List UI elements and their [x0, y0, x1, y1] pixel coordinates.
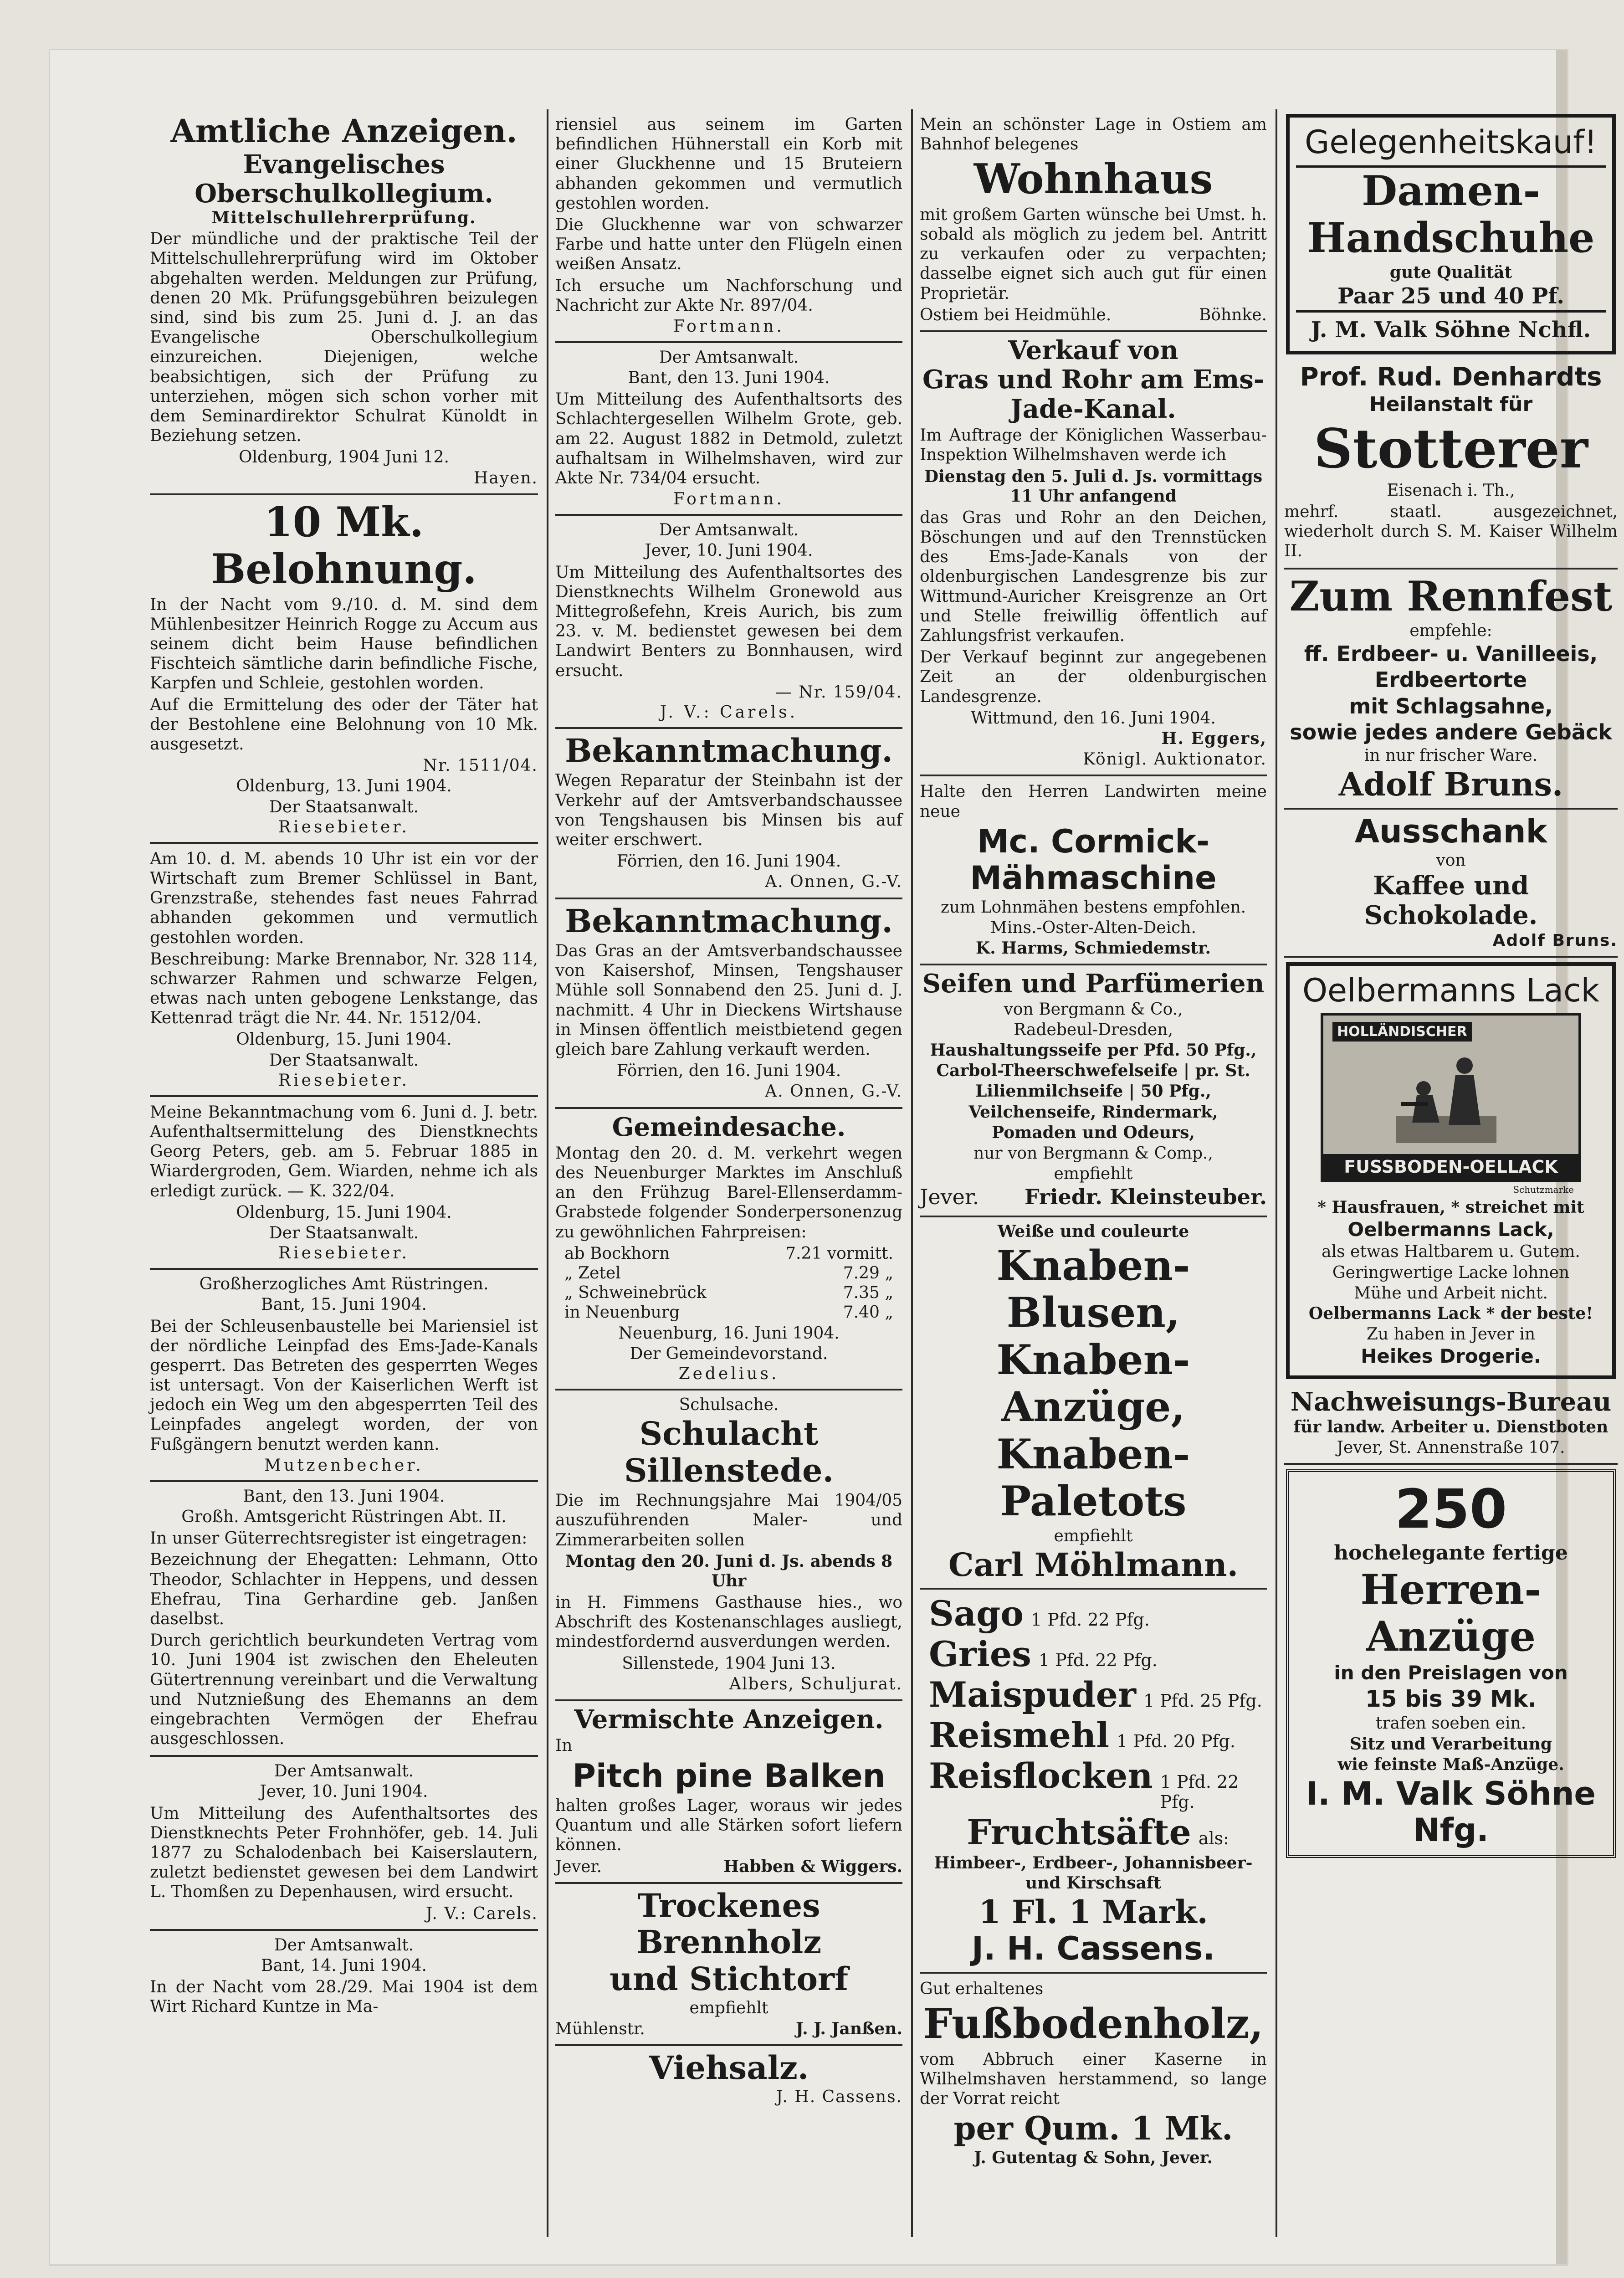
ad-heading: Mc. Cormick- [977, 822, 1210, 860]
fare-row: in Neuenburg 7.40 „ [564, 1303, 893, 1322]
ad-office: Der Amtsanwalt. [274, 1762, 414, 1781]
ad-heading: Trockenes Brennholz [636, 1886, 822, 1961]
ad-oberschulkollegium [150, 109, 538, 495]
ad-date: Bant, den 13. Juni 1904. [628, 369, 830, 388]
ad-signature: H. Eggers, [1161, 729, 1267, 748]
ad-date: Sillenstede, 1904 Juni 13. [622, 1654, 836, 1673]
ad-signature: A. Onnen, G.-V. [765, 872, 902, 892]
section-title: Amtliche Anzeigen. [170, 112, 517, 150]
ad-body: Das Gras an der Amtsverbandschaussee von Kaisershof, Minsen, Tengshauser Mühle soll Sonnabend den 25. Juni d. J. nachmitt. 4 Uhr in Dieckens Wirtshause in Minsen öffentlich meistbietend gegen gleich bare Zahlung verkauft werden. [555, 942, 902, 1059]
ad-heading: Wohnhaus [973, 155, 1213, 204]
ad-line: mit Schlagsahne, [1349, 693, 1553, 718]
ad-bekanntmachung-steinbahn [555, 729, 902, 899]
ad-heading: Ausschank [1354, 812, 1547, 850]
ad-firm: von Bergmann & Co., [1004, 1000, 1183, 1019]
ad-body: Durch gerichtlich beurkundeten Vertrag vom 10. Juni 1904 ist zwischen den Eheleuten Gütertrennung vereinbart und die Verwaltung und Nutznießung des Ehemanns an dem eingebrachten Vermögen der Ehefrau ausgeschlossen. [150, 1631, 538, 1749]
ad-line: * Hausfrauen, * streichet mit [1317, 1197, 1584, 1217]
ad-heading: Zum Rennfest [1289, 572, 1613, 621]
ad-line: Heikes Drogerie. [1361, 1345, 1541, 1368]
ad-gronewold [555, 516, 902, 729]
ad-body: Halte den Herren Landwirten meine neue [920, 782, 1267, 821]
ad-body: Ich ersuche um Nachforschung und Nachricht zur Akte Nr. 897/04. [555, 276, 902, 315]
woman-painting-floor-icon [1396, 1047, 1496, 1143]
ad-seifen [920, 965, 1267, 1217]
ad-bekanntmachung-gras [555, 899, 902, 1109]
ad-body: zum Lohnmähen bestens empfohlen. [940, 898, 1246, 917]
ad-handschuhe [1286, 114, 1616, 354]
ad-body: Bei der Schleusenbaustelle bei Mariensiel ist der nördliche Leinpfad des Ems-Jade-Kanals gesperrt. Das Betreten des gesperrten Weges ist untersagt. Von der Kaiserlichen Werft ist jedoch ein Weg um den abgesperrten Teil des Leinpfades angelegt worden, der von Fußgängern benutzt werden kann. [150, 1317, 538, 1454]
ad-heading: Verkauf von [1008, 335, 1178, 365]
ad-date: Jever, 10. Juni 1904. [260, 1782, 428, 1801]
ad-body: mit großem Garten wünsche bei Umst. h. sobald als möglich zu jedem bel. Antritt zu verkaufen oder zu verpachten; dasselbe eignet sich auch gut für einen Proprietär. [920, 205, 1267, 303]
ad-line: Pomaden und Odeurs, [992, 1123, 1195, 1142]
column-rule [1276, 109, 1277, 2237]
ad-body: mehrf. staatl. ausgezeichnet, wiederholt durch S. M. Kaiser Wilhelm II. [1284, 502, 1618, 561]
ad-number: 250 [1394, 1478, 1507, 1541]
ad-body: Kaffee und Schokolade. [1364, 871, 1538, 930]
column-3 [913, 109, 1273, 2237]
ad-subheading: Heilanstalt für [1369, 393, 1533, 416]
ad-heading: Mähmaschine [970, 859, 1217, 897]
ad-body: Um Mitteilung des Aufenthaltsorts des Schlachtergesellen Wilhelm Grote, geb. am 22. August 1882 in Detmold, zuletzt aufhaltsam in Wilhelmshaven, wird zur Akte Nr. 734/04 ersucht. [555, 390, 902, 487]
ad-heading: Handschuhe [1307, 214, 1595, 262]
ad-signature: Fortmann. [673, 317, 784, 336]
ad-body: Montag den 20. d. M. verkehrt wegen des Neuenburger Marktes im Anschluß an den Frühzug Barel-Ellenserdamm-Grabstede folgender Sonderpersonenzug zu gewöhnlichen Fahrpreisen: [555, 1144, 902, 1242]
ad-price: Paar 25 und 40 Pf. [1337, 283, 1564, 309]
ad-signature: Riesebieter. [278, 1244, 410, 1263]
ad-signature: Riesebieter. [278, 1071, 410, 1090]
lacquer-can-illustration [1321, 1013, 1581, 1195]
ad-wohnhaus [920, 109, 1267, 332]
ad-price: per Qum. 1 Mk. [953, 2109, 1233, 2148]
ad-heading: Knaben-Anzüge, [996, 1335, 1190, 1431]
newspaper-page [50, 50, 1618, 2264]
ad-price: 1 Fl. 1 Mark. [978, 1893, 1208, 1931]
section-title: Vermischte Anzeigen. [574, 1704, 884, 1735]
ad-heading: 10 Mk. Belohnung. [211, 498, 477, 594]
ad-date: Förrien, den 16. Juni 1904. [616, 852, 841, 871]
ad-heading: Bekanntmachung. [565, 731, 893, 770]
ad-signature: Böhnke. [1199, 305, 1267, 324]
ad-recommend: empfiehlt [1054, 1165, 1133, 1184]
ad-body: Der mündliche und der praktische Teil der Mittelschullehrerprüfung wird im Oktober abgehalten werden. Meldungen zur Prüfung, denen 20 Mk. Prüfungsgebühren beizulegen sind, sind bis zum 25. Juni d. J. an das Evangelische Oberschulkollegium einzureichen. Diejenigen, welche beabsichtigen, sich der Prüfung zu unterziehen, mögen sich schon vorher mit dem Seminardirektor Schulrat Künoldt in Beziehung setzen. [150, 230, 538, 446]
ad-body: In unser Güterrechtsregister ist eingetragen: [150, 1529, 528, 1548]
ad-line: Oelbermanns Lack, [1347, 1218, 1554, 1241]
ad-body: Beschreibung: Marke Brennabor, Nr. 328 114, schwarzer Rahmen und schwarze Felgen, etwas nach unten gebogene Lenkstange, das Kettenrad trägt die Nr. 44. Nr. 1512/04. [150, 949, 538, 1028]
ad-line: in nur frischer Ware. [1364, 746, 1538, 765]
ad-heading: Viehsalz. [649, 2048, 809, 2087]
ad-signature: Mutzenbecher. [264, 1456, 424, 1475]
ad-heading: Pitch pine Balken [572, 1757, 886, 1795]
ad-firm: I. M. Valk Söhne Nfg. [1306, 1775, 1596, 1849]
ad-schleuse [150, 1270, 538, 1482]
price-row: Gries 1 Pfd. 22 Pfg. [929, 1634, 1158, 1675]
ad-reference: Nr. 1511/04. [423, 756, 538, 775]
ad-signature: J. V.: Carels. [660, 703, 798, 722]
ad-herren-anzuege [1286, 1469, 1616, 1857]
fare-row: ab Bockhorn 7.21 vormitt. [564, 1244, 893, 1263]
ad-heading: Herren-Anzüge [1360, 1565, 1542, 1661]
ad-body: In [555, 1736, 573, 1755]
ad-top: Gut erhaltenes [920, 1979, 1044, 1998]
ad-knaben [920, 1217, 1267, 1590]
ad-cassens [920, 1590, 1267, 1973]
ad-signature: A. Onnen, G.-V. [765, 1082, 902, 1101]
ad-recommend: empfiehlt [1054, 1526, 1133, 1545]
trademark-label: Schutzmarke [1513, 1184, 1574, 1195]
ad-firm: J. H. Cassens. [776, 2088, 902, 2107]
ad-place: Radebeul-Dresden, [1014, 1020, 1173, 1039]
ad-line: Carbol-Theerschwefelseife | pr. St. [936, 1061, 1250, 1081]
price-row: Maispuder 1 Pfd. 25 Pfg. [929, 1674, 1262, 1715]
ad-belohnung [150, 495, 538, 844]
ad-signature: Riesebieter. [278, 817, 410, 836]
ad-body: Der Verkauf beginnt zur angegebenen Zeit an der oldenburgischen Landesgrenze. [920, 648, 1267, 706]
ad-heading: Knaben-Paletots [996, 1430, 1190, 1526]
ad-line: nur von Bergmann & Comp., [973, 1144, 1213, 1163]
ad-office: Großh. Amtsgericht Rüstringen Abt. II. [181, 1508, 507, 1527]
ad-line: in den Preislagen von [1334, 1661, 1568, 1684]
ad-address: Jever, St. Annenstraße 107. [1337, 1438, 1565, 1457]
ad-signature: Albers, Schuljurat. [729, 1674, 902, 1693]
ad-date: Bant, 15. Juni 1904. [261, 1295, 427, 1314]
ad-office: Der Gemeindevorstand. [630, 1344, 828, 1363]
ad-maehmaschine [920, 776, 1267, 965]
ad-subheading: Schulsache. [679, 1395, 779, 1414]
illustration-label: HOLLÄNDISCHER [1332, 1022, 1472, 1042]
ad-line: sowie jedes andere Gebäck [1290, 719, 1612, 744]
ad-office: Der Staatsanwalt. [269, 797, 419, 816]
ad-body: Wegen Reparatur der Steinbahn ist der Verkehr auf der Amtsverbandschaussee von Tengshausen bis Minsen bis auf weiter erschwert. [555, 771, 902, 849]
ad-body: In der Nacht vom 28./29. Mai 1904 ist dem Wirt Richard Kuntze in Ma- [150, 1978, 538, 2016]
ad-firm: Carl Möhlmann. [948, 1545, 1239, 1584]
ad-footer [920, 305, 1267, 325]
ad-signature: Hayen. [473, 468, 538, 487]
ad-pitch-pine [555, 1701, 902, 1884]
ad-body: Auf die Ermittelung des oder der Täter hat der Bestohlene eine Belohnung von 10 Mk. ausgesetzt. [150, 695, 538, 754]
ad-body: in H. Fimmens Gasthause hies., wo Abschrift des Kostenanschlages ausliegt, mindestfordernd ausverdungen werden. [555, 1593, 902, 1652]
ad-line: hochelegante fertige [1334, 1541, 1568, 1565]
ad-line: Veilchenseife, Rindermark, [968, 1102, 1218, 1122]
ad-office: Der Staatsanwalt. [269, 1051, 419, 1070]
ad-line: Zu haben in Jever in [1366, 1325, 1536, 1344]
ad-firm: Habben & Wiggers. [723, 1857, 902, 1876]
illustration-label: FUSSBODEN-OELLACK [1323, 1154, 1578, 1180]
ad-brennholz [555, 1884, 902, 2046]
fare-row: „ Zetel 7.29 „ [564, 1264, 893, 1283]
ad-date: Bant, 14. Juni 1904. [261, 1956, 427, 1975]
column-rule [911, 109, 913, 2237]
ad-office: Der Amtsanwalt. [659, 521, 799, 540]
ad-ausschank [1284, 810, 1618, 958]
ad-body: Die Gluckhenne war von schwarzer Farbe und hatte unter den Flügeln einen weißen Ansatz. [555, 215, 902, 274]
ad-line: Sitz und Verarbeitung [1349, 1734, 1552, 1754]
ad-body: Bezeichnung der Ehegatten: Lehmann, Otto Theodor, Schlachter in Heppens, und dessen Ehefrau, Tina Gerhardine geb. Janßen daselbst. [150, 1550, 538, 1628]
fare-row: „ Schweinebrück 7.35 „ [564, 1283, 893, 1303]
ad-signature: Königl. Auktionator. [1083, 750, 1267, 769]
ad-heading: und Stichtorf [609, 1960, 849, 1998]
ad-body: Im Auftrage der Königlichen Wasserbau-Inspektion Wilhelmshaven werde ich [920, 426, 1267, 465]
ad-subheading: Mittelschullehrerprüfung. [211, 208, 476, 228]
ad-firm: J. J. Janßen. [795, 2019, 902, 2038]
ad-gemeindesache [555, 1109, 902, 1390]
ad-heading: Gelegenheitskauf! [1296, 124, 1606, 168]
ad-body: Meine Bekanntmachung vom 6. Juni d. J. betr. Aufenthaltsermittelung des Dienstknechts Georg Peters, geb. am 5. Februar 1885 in Wiardergroden, Gem. Wiarden, nehme ich als erledigt zurück. — K. 322/04. [150, 1103, 538, 1201]
ad-reference: — Nr. 159/04. [775, 682, 902, 702]
ad-schulsache [555, 1390, 902, 1701]
ad-heading: Prof. Rud. Denhardts [1300, 362, 1602, 392]
ad-body: Um Mitteilung des Aufenthaltsortes des Dienstknechts Wilhelm Gronewold aus Mittegroßefehn, Kreis Aurich, bis zum 23. v. M. bedienstet gewesen bei dem Landwirt Benters zu Bonnhausen, wird ersucht. [555, 563, 902, 680]
ad-grote [555, 343, 902, 516]
ad-firm: J. H. Cassens. [971, 1930, 1215, 1968]
ad-date: Jever, 10. Juni 1904. [645, 541, 813, 560]
ad-price: 15 bis 39 Mk. [1365, 1686, 1537, 1713]
ad-body: vom Abbruch einer Kaserne in Wilhelmshaven herstammend, so lange der Vorrat reicht [920, 2050, 1267, 2108]
ad-office: Großherzogliches Amt Rüstringen. [199, 1275, 489, 1294]
ad-gras-rohr [920, 332, 1267, 776]
price-row: Sago 1 Pfd. 22 Pfg. [929, 1593, 1150, 1634]
ad-footer [920, 1185, 1267, 1210]
ad-body: riensiel aus seinem im Garten befindlichen Hühnerstall ein Korb mit einer Gluckhenne und 15 Bruteiern abhanden gekommen und vermutlich gestohlen worden. [555, 115, 902, 213]
fare-table [555, 1244, 902, 1323]
ad-date: Oldenburg, 15. Juni 1904. [236, 1203, 452, 1222]
ad-peters [150, 1097, 538, 1270]
ad-recommend: empfehle: [1409, 621, 1492, 640]
ad-date: Bant, den 13. Juni 1904. [243, 1487, 445, 1506]
price-row: Reisflocken 1 Pfd. 22 Pfg. [929, 1755, 1239, 1812]
ad-date: Oldenburg, 15. Juni 1904. [236, 1030, 452, 1049]
ad-heading: Stotterer [1314, 417, 1588, 481]
ad-line: Haushaltungsseife per Pfd. 50 Pfg., [930, 1041, 1257, 1060]
ad-heading: Oelbermanns Lack [1302, 972, 1600, 1010]
ad-line: als etwas Haltbarem u. Gutem. [1322, 1242, 1580, 1262]
ad-heading: Fußbodenholz, [923, 2000, 1264, 2048]
ad-line: Mühe und Arbeit nicht. [1354, 1283, 1548, 1303]
ad-line: wie feinste Maß-Anzüge. [1337, 1755, 1564, 1774]
ad-firm: Adolf Bruns. [1492, 931, 1618, 950]
ad-quality: gute Qualität [1389, 262, 1512, 282]
ad-subheading: für landw. Arbeiter u. Dienstboten [1293, 1417, 1609, 1437]
ad-frohnhoefer [150, 1757, 538, 1931]
ad-place: Jever. [920, 1185, 979, 1210]
ad-date: Oldenburg, 13. Juni 1904. [236, 777, 452, 796]
ad-office: Der Staatsanwalt. [269, 1223, 419, 1242]
ad-date: Wittmund, den 16. Juni 1904. [971, 708, 1216, 728]
ad-firm: Adolf Bruns. [1338, 765, 1563, 804]
ad-place: Eisenach i. Th., [1387, 481, 1515, 500]
ad-place: Ostiem bei Heidmühle. [920, 305, 1112, 324]
ad-rennfest [1284, 570, 1618, 810]
ad-body: halten großes Lager, woraus wir jedes Quantum und alle Stärken sofort liefern können. [555, 1796, 902, 1855]
ad-date: Neuenburg, 16. Juni 1904. [618, 1324, 840, 1343]
ad-heading: Knaben-Blusen, [996, 1241, 1190, 1337]
ad-fahrrad [150, 844, 538, 1097]
ad-heading: Bekanntmachung. [565, 902, 893, 940]
ad-body: In der Nacht vom 9./10. d. M. sind dem Mühlenbesitzer Heinrich Rogge zu Accum aus seinem dicht beim Hause befindlichen Fischteich sämtliche darin befindliche Fische, Karpfen und Schleie, gestohlen worden. [150, 595, 538, 693]
column-4 [1278, 109, 1624, 2237]
ad-stotterer [1284, 359, 1618, 570]
price-row: Reismehl 1 Pfd. 20 Pfg. [929, 1715, 1235, 1756]
ad-emphasis: Dienstag den 5. Juli d. Js. vormittags 11 Uhr anfangend [924, 467, 1263, 506]
ad-heading: Nachweisungs-Bureau [1290, 1386, 1612, 1417]
ad-firm: J. Gutentag & Sohn, Jever. [973, 2148, 1213, 2167]
ad-signature: K. Harms, Schmiedemstr. [975, 939, 1211, 958]
ad-body: das Gras und Rohr an den Deichen, Böschungen und auf den Trennstücken des Ems-Jade-Kanals von der oldenburgischen Landesgrenze bis zur Wittmund-Auricher Kreisgrenze an Ort und Stelle freiwillig öffentlich auf Zahlungsfrist verkaufen. [920, 508, 1267, 646]
ad-firm: J. M. Valk Söhne Nchfl. [1296, 310, 1606, 344]
ad-body: Mein an schönster Lage in Ostiem am Bahnhof belegenes [920, 115, 1267, 154]
ad-line: Lilienmilchseife | 50 Pfg., [975, 1082, 1211, 1101]
ad-kuntze [150, 1931, 538, 2023]
ad-signature: Friedr. Kleinsteuber. [1025, 1185, 1267, 1210]
ad-oelbermann [1286, 962, 1616, 1379]
ad-body: Himbeer-, Erdbeer-, Johannisbeer- und Kirschsaft [934, 1853, 1253, 1893]
ad-signature: Fortmann. [673, 490, 784, 509]
ad-line: trafen soeben ein. [1375, 1714, 1527, 1733]
ad-body: Um Mitteilung des Aufenthaltsortes des Dienstknechts Peter Frohnhöfer, geb. 14. Juli 1877 zu Schalodenbach bei Kaiserslautern, zuletzt bedienstet gewesen bei dem Landwirt L. Thomßen zu Depenhausen, wird ersucht. [150, 1804, 538, 1902]
ad-body: Am 10. d. M. abends 10 Uhr ist ein vor der Wirtschaft zum Bremer Schlüssel in Bant, Grenzstraße, stehendes fast neues Fahrrad abhanden gekommen und vermutlich gestohlen worden. [150, 849, 538, 947]
price-row: Fruchtsäfte als: [967, 1812, 1229, 1853]
ad-footer [555, 2019, 902, 2039]
column-2 [549, 109, 909, 2237]
ad-line: Oelbermanns Lack * der beste! [1308, 1303, 1593, 1323]
column-1 [143, 109, 544, 2237]
ad-heading: Seifen und Parfümerien [922, 969, 1265, 999]
ad-body: Die im Rechnungsjahre Mai 1904/05 auszuführenden Maler- und Zimmerarbeiten sollen [555, 1491, 902, 1549]
ad-top: Weiße und couleurte [997, 1221, 1189, 1241]
ad-signature: Zedelius. [678, 1364, 779, 1383]
ad-gluckhenne [555, 109, 902, 343]
ad-line: ff. Erdbeer- u. Vanilleeis, [1304, 641, 1598, 667]
ad-line: Geringwertige Lacke lohnen [1332, 1263, 1570, 1282]
ad-place: Mühlenstr. [555, 2019, 645, 2038]
ad-date: Förrien, den 16. Juni 1904. [616, 1062, 841, 1081]
ad-place: Mins.-Oster-Alten-Deich. [990, 918, 1196, 937]
ad-heading: Gemeindesache. [612, 1112, 846, 1142]
column-rule [547, 109, 548, 2237]
ad-place: Jever. [555, 1857, 602, 1876]
ad-date: Oldenburg, 1904 Juni 12. [238, 448, 449, 467]
ad-line: Erdbeertorte [1374, 667, 1527, 693]
ad-fussbodenholz [920, 1974, 1267, 2173]
ad-heading: Evangelisches Oberschulkollegium. [195, 149, 493, 209]
ad-von: von [1436, 851, 1466, 870]
ad-footer [555, 1857, 902, 1877]
ad-heading: Damen- [1362, 166, 1540, 215]
ad-gueterrecht [150, 1482, 538, 1757]
ad-viehsalz [555, 2046, 902, 2113]
ad-recommend: empfiehlt [689, 1999, 768, 2018]
ad-heading: Schulacht Sillenstede. [624, 1415, 834, 1489]
ad-nachweisungs-bureau [1284, 1384, 1618, 1465]
ad-office: Der Amtsanwalt. [659, 348, 799, 367]
ad-office: Der Amtsanwalt. [274, 1935, 414, 1955]
ad-heading: Gras und Rohr am Ems-Jade-Kanal. [922, 364, 1265, 424]
ad-signature: J. V.: Carels. [425, 1904, 538, 1923]
ad-emphasis: Montag den 20. Juni d. Js. abends 8 Uhr [565, 1551, 893, 1590]
